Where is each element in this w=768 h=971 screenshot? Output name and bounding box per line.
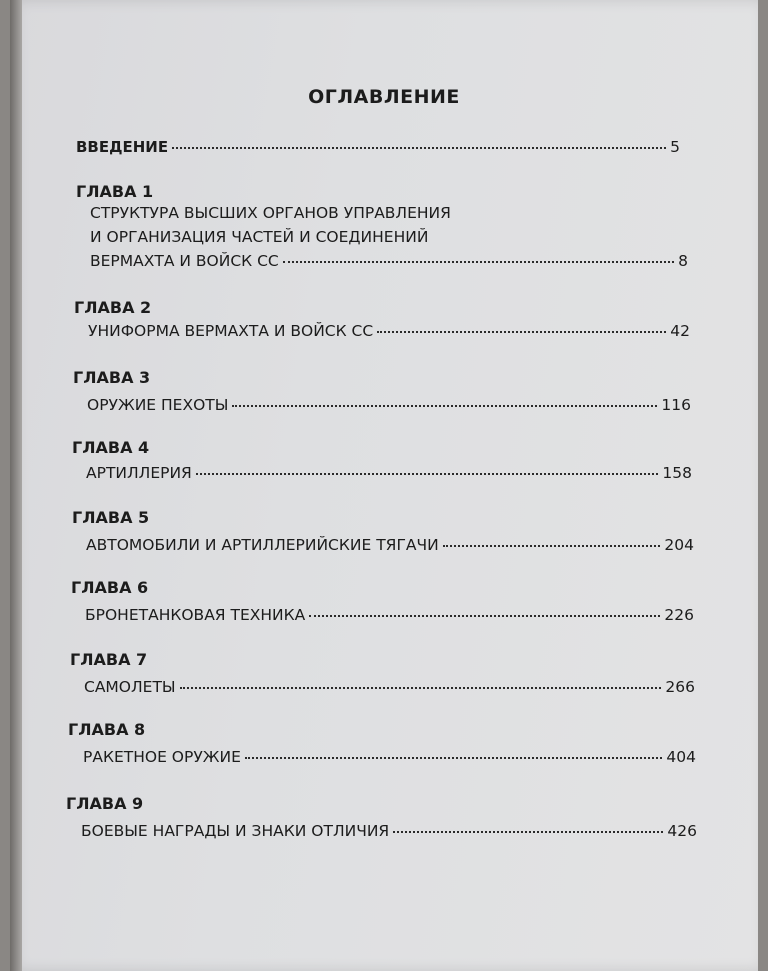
dot-leader [443,544,661,547]
book-page [10,0,758,971]
toc-entry-intro [76,138,680,156]
chapter-title-line: И ОРГАНИЗАЦИЯ ЧАСТЕЙ И СОЕДИНЕНИЙ [90,228,429,246]
chapter-heading: ГЛАВА 1 [76,182,154,201]
toc-entry [90,252,688,270]
chapter-heading: ГЛАВА 5 [72,508,150,527]
toc-page-number: 158 [662,464,692,482]
toc-entry-label: ВВЕДЕНИЕ [76,138,169,156]
toc-entry [87,396,691,414]
chapter-title-line: БРОНЕТАНКОВАЯ ТЕХНИКА [85,606,306,624]
toc-entry [86,464,692,482]
dot-leader [172,146,666,149]
toc-page-number: 426 [667,822,697,840]
dot-leader [283,260,674,263]
chapter-title-line: СТРУКТУРА ВЫСШИХ ОРГАНОВ УПРАВЛЕНИЯ [90,204,451,222]
chapter-title-line: УНИФОРМА ВЕРМАХТА И ВОЙСК СС [88,322,374,340]
chapter-title-line: ВЕРМАХТА И ВОЙСК СС [90,252,279,270]
dot-leader [393,830,663,833]
toc-page-number: 42 [670,322,690,340]
toc-entry [86,536,694,554]
toc-page-number: 404 [666,748,696,766]
chapter-heading: ГЛАВА 8 [68,720,146,739]
dot-leader [245,756,663,759]
chapter-title-line: АРТИЛЛЕРИЯ [86,464,192,482]
toc-page-number: 5 [670,138,680,156]
toc-entry [88,322,690,340]
toc-entry [84,678,695,696]
toc-page-number: 8 [678,252,688,270]
dot-leader [180,686,662,689]
chapter-heading: ГЛАВА 3 [73,368,151,387]
toc-entry [81,822,697,840]
dot-leader [309,614,660,617]
page-binding-edge [10,0,22,971]
chapter-title-line: РАКЕТНОЕ ОРУЖИЕ [83,748,241,766]
toc-entry [83,748,696,766]
toc-title: ОГЛАВЛЕНИЕ [308,86,460,108]
toc-entry [85,606,694,624]
dot-leader [377,330,666,333]
toc-page-number: 204 [664,536,694,554]
chapter-title-line: БОЕВЫЕ НАГРАДЫ И ЗНАКИ ОТЛИЧИЯ [81,822,390,840]
chapter-heading: ГЛАВА 9 [66,794,144,813]
chapter-heading: ГЛАВА 7 [70,650,148,669]
chapter-heading: ГЛАВА 2 [74,298,152,317]
chapter-title-line: ОРУЖИЕ ПЕХОТЫ [87,396,229,414]
dot-leader [232,404,657,407]
toc-page-number: 116 [661,396,691,414]
chapter-heading: ГЛАВА 4 [72,438,150,457]
chapter-title-line: САМОЛЕТЫ [84,678,176,696]
dot-leader [196,472,659,475]
chapter-title-line: АВТОМОБИЛИ И АРТИЛЛЕРИЙСКИЕ ТЯГАЧИ [86,536,439,554]
toc-page-number: 226 [664,606,694,624]
chapter-heading: ГЛАВА 6 [71,578,149,597]
toc-page-number: 266 [665,678,695,696]
